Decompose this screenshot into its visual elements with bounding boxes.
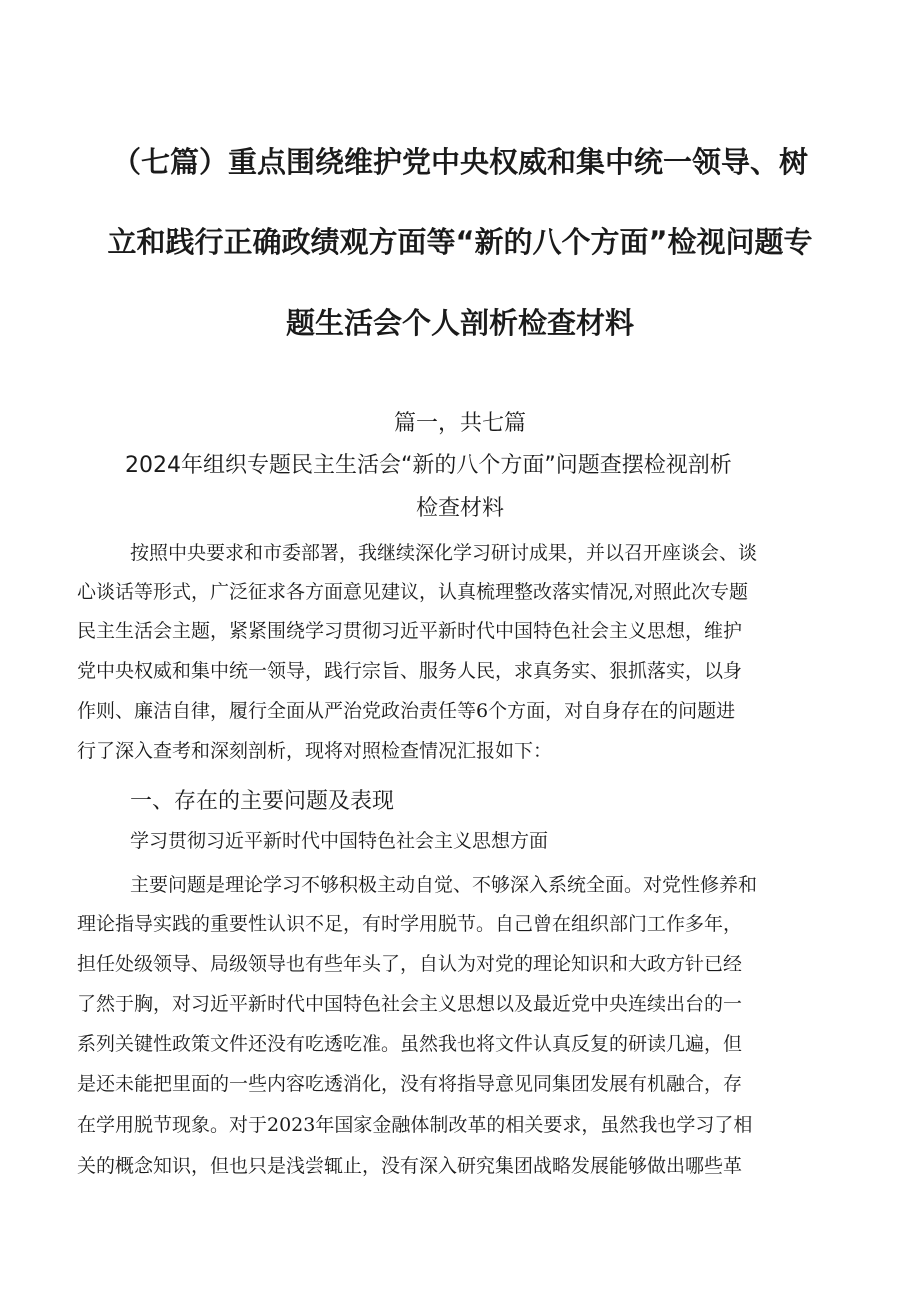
intro-paragraph-cont (77, 697, 735, 725)
section-heading-1: 一、存在的主要问题及表现 (130, 789, 395, 814)
body-paragraph-cont (77, 1030, 742, 1058)
intro-line-2: 心谈话等形式，广泛征求各方面意见建议，认真梳理整改落实情况,对照此次专题 (77, 581, 749, 603)
document-title-line-3: 题生活会个人剖析检查材料 (285, 306, 634, 340)
subsection-label: 学习贯彻习近平新时代中国特色社会主义思想方面 (130, 830, 549, 852)
body-paragraph-cont (77, 1070, 742, 1098)
body-line-8: 关的概念知识，但也只是浅尝辄止，没有深入研究集团战略发展能够做出哪些革 (77, 1155, 743, 1177)
intro-line-1: 按照中央要求和市委部署，我继续深化学习研讨成果，并以召开座谈会、谈 (130, 542, 758, 564)
subtitle-line-1: 2024年组织专题民主生活会“新的八个方面”问题查摆检视剖析 (125, 453, 732, 478)
intro-paragraph-cont (77, 737, 552, 765)
body-line-2: 理论指导实践的重要性认识不足，有时学用脱节。自己曾在组织部门工作多年， (77, 913, 743, 935)
intro-paragraph-cont (77, 617, 742, 645)
part-label: 篇一，共七篇 (393, 411, 526, 436)
intro-paragraph-cont (77, 578, 748, 606)
intro-paragraph (130, 539, 757, 567)
body-line-6: 是还未能把里面的一些内容吃透消化，没有将指导意见同集团发展有机融合，存 (77, 1073, 743, 1095)
body-paragraph-cont (77, 950, 742, 978)
body-line-1: 主要问题是理论学习不够积极主动自觉、不够深入系统全面。对党性修养和 (130, 874, 758, 896)
body-paragraph-cont (77, 1152, 742, 1180)
body-paragraph-cont (77, 990, 742, 1018)
body-paragraph-cont (77, 1111, 752, 1139)
body-paragraph (130, 871, 757, 899)
body-line-7: 在学用脱节现象。对于2023年国家金融体制改革的相关要求，虽然我也学习了相 (77, 1114, 753, 1136)
body-paragraph-cont (77, 910, 742, 938)
intro-line-4: 党中央权威和集中统一领导，践行宗旨、服务人民，求真务实、狠抓落实，以身 (77, 660, 743, 682)
intro-line-6: 行了深入查考和深刻剖析，现将对照检查情况汇报如下： (77, 740, 553, 762)
body-line-4: 了然于胸，对习近平新时代中国特色社会主义思想以及最近党中央连续出台的一 (77, 993, 743, 1015)
intro-line-5: 作则、廉洁自律，履行全面从严治党政治责任等6个方面，对自身存在的问题进 (77, 700, 736, 722)
document-title-line-1: （七篇）重点围绕维护党中央权威和集中统一领导、树 (111, 145, 808, 179)
document-title-line-2: 立和践行正确政绩观方面等“新的八个方面”检视问题专 (107, 225, 813, 259)
body-line-5: 系列关键性政策文件还没有吃透吃准。虽然我也将文件认真反复的研读几遍，但 (77, 1033, 743, 1055)
intro-paragraph-cont (77, 657, 742, 685)
subtitle-line-2: 检查材料 (415, 496, 504, 521)
intro-line-3: 民主生活会主题，紧紧围绕学习贯彻习近平新时代中国特色社会主义思想，维护 (77, 620, 743, 642)
body-line-3: 担任处级领导、局级领导也有些年头了，自认为对党的理论知识和大政方针已经 (77, 953, 743, 975)
